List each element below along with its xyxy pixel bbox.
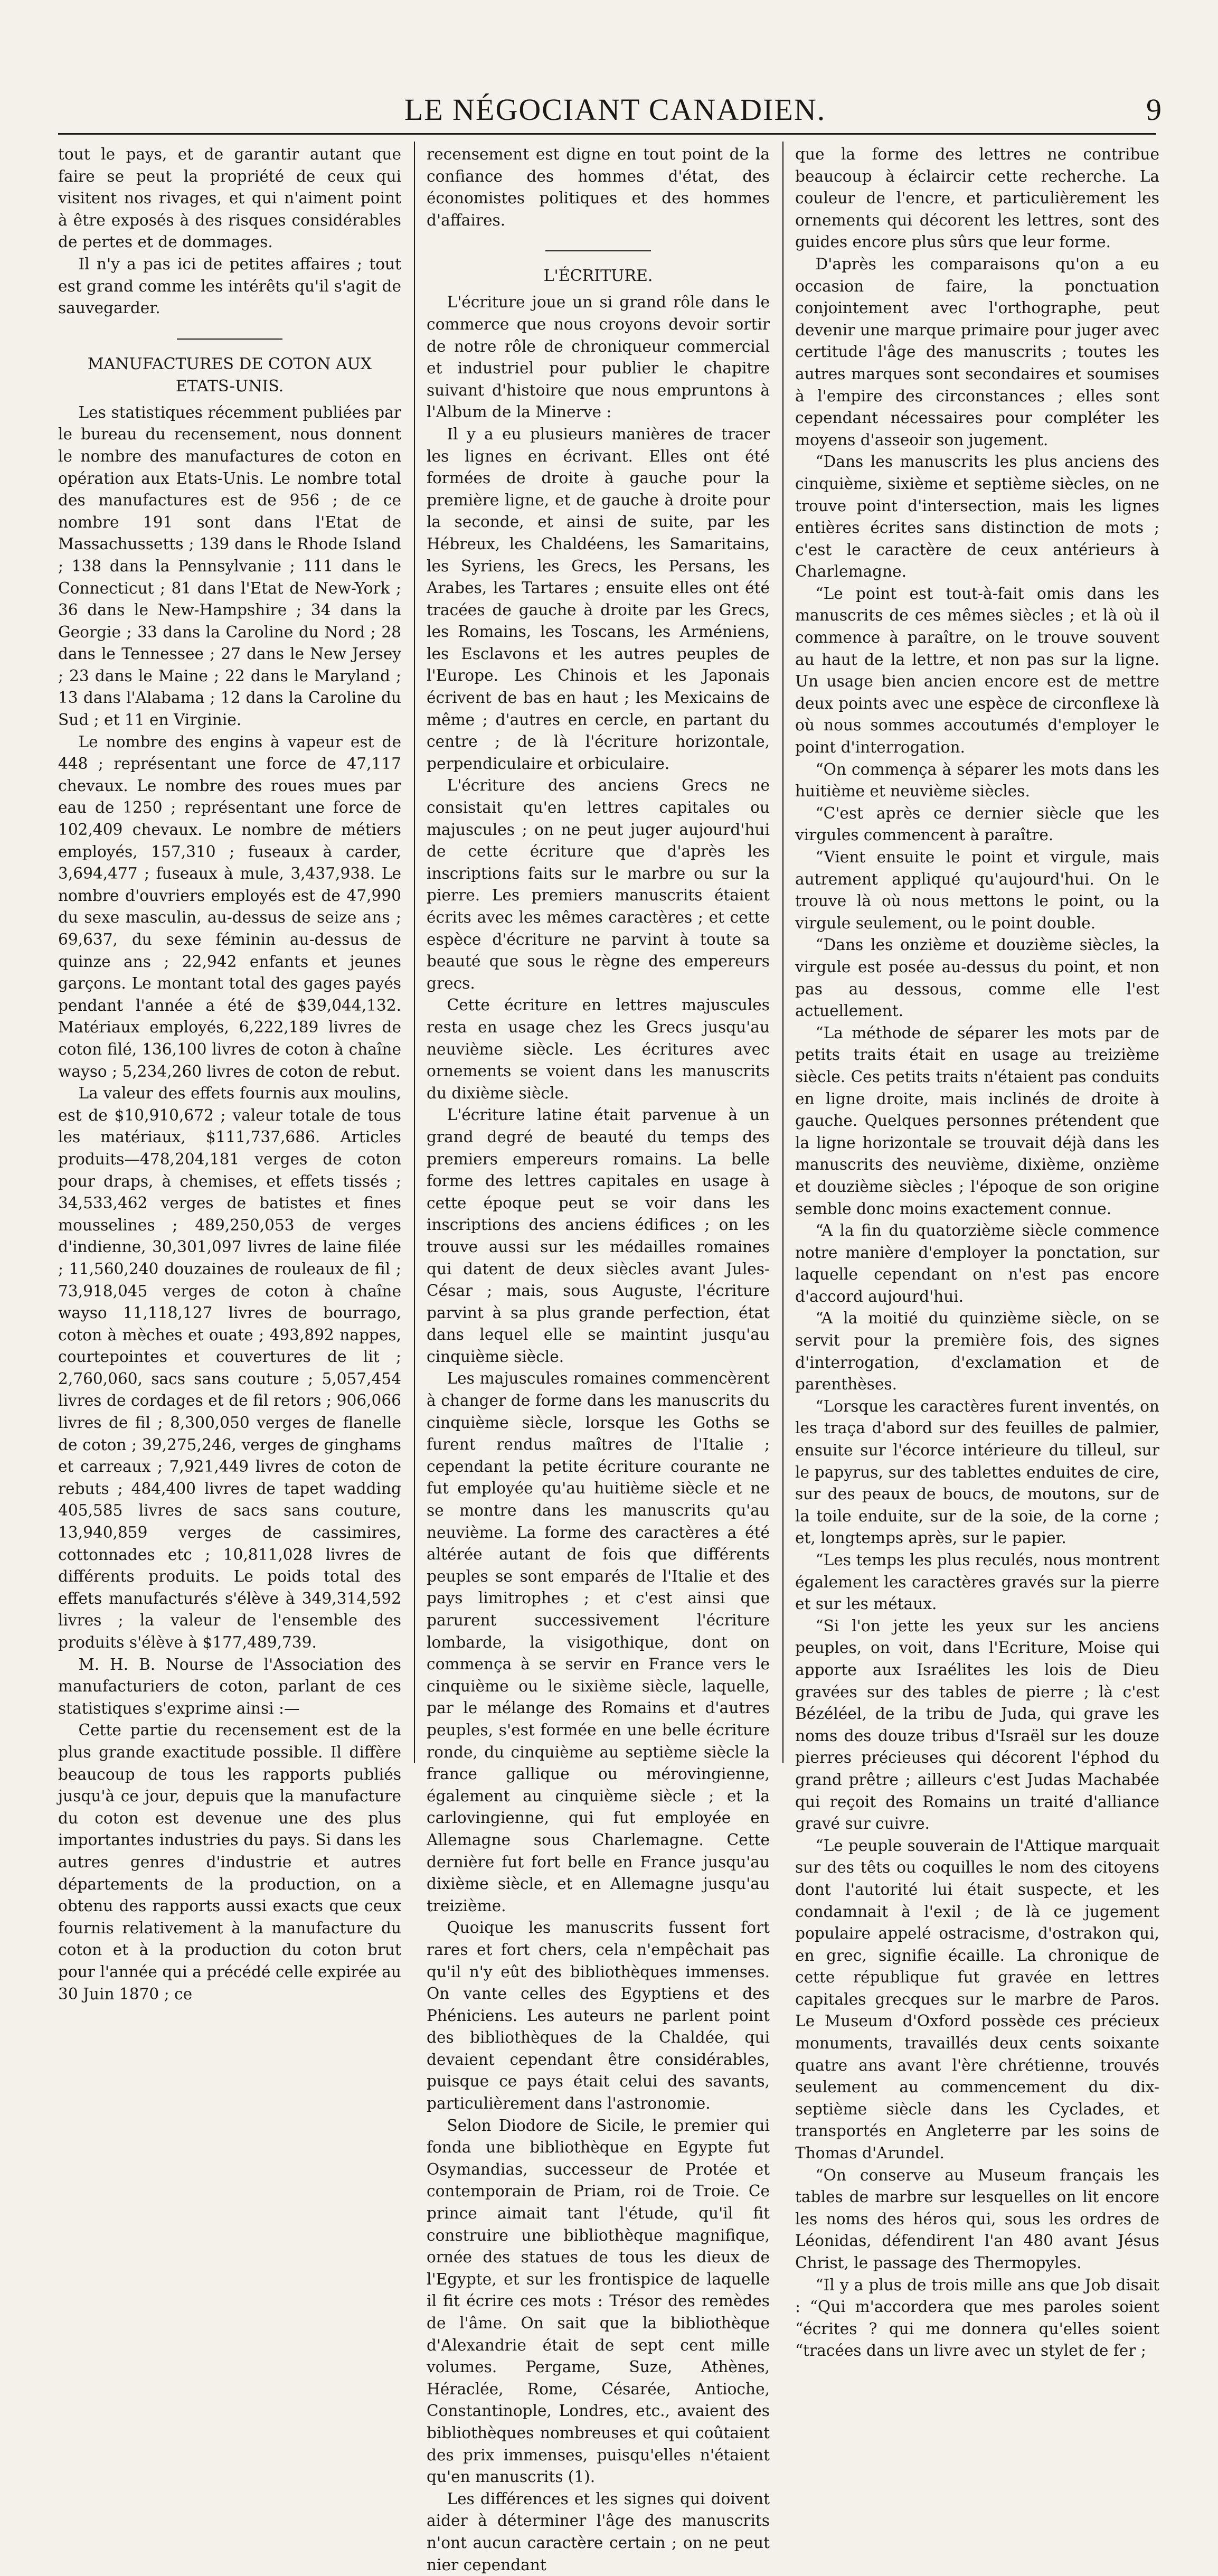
paragraph: “La méthode de séparer les mots par de petits traits était en usage au treizième siècle. Ces petits traits n'étaient pas conduits en ligne droite, mais inclinés de droite à gauche. Quelques personnes prétendent que la ligne horizontale se trouvait déjà dans les manuscrits des neuvième, dixième, onzième et douzième siècles ; l'époque de son origine semble donc moins exactement connue. (795, 1023, 1159, 1218)
header-rule (58, 133, 1156, 135)
column-1 (58, 144, 401, 2003)
paragraph: “On conserve au Museum français les tables de marbre sur lesquelles on lit encore les noms des héros qui, sous les ordres de Léonidas, défendirent l'an 480 avant Jésus Christ, le passage des Thermopyles. (795, 2166, 1159, 2272)
paragraph: “Le peuple souverain de l'Attique marquait sur des têts ou coquilles le nom des citoyens dont l'autorité lui était suspecte, et les condamnait à l'exil ; de là ce jugement populaire appelé ostracisme, d'ostrakon qui, en grec, signifie écaille. La chronique de cette république fut gravée en lettres capitales grecques sur le marbre de Paros. Le Museum d'Oxford possède ces précieux monuments, travaillés deux cents soixante quatre ans avant l'ère chrétienne, trouvés seulement au commencement du dix-septième siècle dans les Cyclades, et transportés en Angleterre par les soins de Thomas d'Arundel. (795, 1836, 1159, 2163)
paragraph: Il n'y a pas ici de petites affaires ; tout est grand comme les intérêts qu'il s'agit de sauvegarder. (58, 255, 401, 317)
paragraph: “Dans les manuscrits les plus anciens des cinquième, sixième et septième siècles, on ne trouve point d'intersection, mais les lignes entières écrites sans distinction de mots ; c'est le caractère de ceux antérieurs à Charlemagne. (795, 453, 1159, 581)
paragraph: que la forme des lettres ne contribue beaucoup à éclaircir cette recherche. La couleur de l'encre, et particulièrement les ornements qui décorent les lettres, sont des guides encore plus sûrs que leur forme. (795, 145, 1159, 251)
paragraph: “Dans les onzième et douzième siècles, la virgule est posée au-dessus du point, et non pas au dessous, comme elle l'est actuellement. (795, 936, 1159, 1020)
paragraph: “On commença à séparer les mots dans les huitième et neuvième siècles. (795, 760, 1159, 801)
paragraph: M. H. B. Nourse de l'Association des manufacturiers de coton, parlant de ces statistiques s'exprime ainsi :— (58, 1655, 401, 1717)
paragraph: recensement est digne en tout point de la confiance des hommes d'état, des économistes politiques et des hommes d'affaires. (427, 145, 770, 229)
paragraph: Quoique les manuscrits fussent fort rares et fort chers, cela n'empêchait pas qu'il n'y eût des bibliothèques immenses. On vante celles des Egyptiens et des Phéniciens. Les auteurs ne parlent point des bibliothèques de la Chaldée, qui devaient cependant être considérables, puisque ce pays était celui des savants, particulièrement dans l'astronomie. (427, 1919, 770, 2113)
paragraph: Cette écriture en lettres majuscules resta en usage chez les Grecs jusqu'au neuvième siècle. Les écritures avec ornements se voient dans les manuscrits du dixième siècle. (427, 996, 770, 1102)
paragraph: Les différences et les signes qui doivent aider à déterminer l'âge des manuscrits n'ont aucun caractère certain ; on ne peut nier cependant (427, 2489, 770, 2574)
paragraph: “Lorsque les caractères furent inventés, on les traça d'abord sur des feuilles de palmier, ensuite sur l'écorce intérieure du tilleul, sur le papyrus, sur des tablettes enduites de cire, sur des peaux de boucs, de moutons, sur de la toile enduite, sur de la soie, de la corne ; et, longtemps après, sur le papier. (795, 1397, 1159, 1547)
section-divider (58, 334, 401, 340)
paragraph: D'après les comparaisons qu'on a eu occasion de faire, la ponctuation conjointement avec l'orthographe, peut devenir une marque primaire pour juger avec certitude l'âge des manuscrits ; toutes les autres marques sont secondaires et soumises à l'empire des circonstances ; elles sont cependant nécessaires pour compléter les moyens d'asseoir son jugement. (795, 255, 1159, 449)
section-divider (427, 246, 770, 251)
paragraph: “Les temps les plus reculés, nous montrent également les caractères gravés sur la pierre et sur les métaux. (795, 1551, 1159, 1613)
paragraph: L'écriture latine était parvenue à un grand degré de beauté du temps des premiers empereurs romains. La belle forme des lettres capitales en usage à cette époque peut se voir dans les inscriptions des anciens édifices ; on les trouve aussi sur les médailles romaines qui datent de deux siècles avant Jules-César ; mais, sous Auguste, l'écriture parvint à sa plus grande perfection, état dans lequel elle se maintint jusqu'au cinquième siècle. (427, 1106, 770, 1366)
paragraph: Selon Diodore de Sicile, le premier qui fonda une bibliothèque en Egypte fut Osymandias, successeur de Protée et contemporain de Priam, roi de Troie. Ce prince aimait tant l'étude, qu'il fit construire une bibliothèque magnifique, ornée des statues de tous les dieux de l'Egypte, et sur les frontispice de laquelle il fit écrire ces mots : Trésor des remèdes de l'âme. On sait que la bibliothèque d'Alexandrie était de sept cent mille volumes. Pergame, Suze, Athènes, Héraclée, Rome, Césarée, Antioche, Constantinople, Londres, etc., avaient des bibliothèques nombreuses et qui coûtaient des prix immenses, puisqu'elles n'étaient qu'en manuscrits (1). (427, 2116, 770, 2486)
paragraph: La valeur des effets fournis aux moulins, est de $10,910,672 ; valeur totale de tous les matériaux, $111,737,686. Articles produits—478,204,181 verges de coton pour draps, à chemises, et effets tissés ; 34,533,462 verges de batistes et fines mousselines ; 489,250,053 de verges d'indienne, 30,301,097 livres de laine filée ; 11,560,240 douzaines de rouleaux de fil ; 73,918,045 verges de coton à chaîne wayso 11,118,127 livres de bourrago, coton à mèches et ouate ; 493,892 nappes, courtepointes et couvertures de lit ; 2,760,060, sacs sans couture ; 5,057,454 livres de cordages et de fil retors ; 906,066 livres de fil ; 8,300,050 verges de flanelle de coton ; 39,275,246, verges de ginghams et carreaux ; 7,921,449 livres de coton de rebuts ; 484,400 livres de tapet wadding 405,585 livres de sacs sans couture, 13,940,859 verges de cassimires, cottonnades etc ; 10,811,028 livres de différents produits. Le poids total des effets manufacturés s'élève à 349,314,592 livres ; la valeur de l'ensemble des produits s'élève à $177,489,739. (58, 1084, 401, 1651)
paragraph: Le nombre des engins à vapeur est de 448 ; représentant une force de 47,117 chevaux. Le nombre des roues mues par eau de 1250 ; représentant une force de 102,409 chevaux. Le nombre de métiers employés, 157,310 ; fuseaux à carder, 3,694,477 ; fuseaux à mule, 3,437,938. Le nombre d'ouvriers employés est de 47,990 du sexe masculin, au-dessus de seize ans ; 69,637, du sexe féminin au-dessus de quinze ans ; 22,942 enfants et jeunes garçons. Le montant total des gages payés pendant l'année a été de $39,044,132. Matériaux employés, 6,222,189 livres de coton filé, 136,100 livres de coton à chaîne wayso ; 5,234,260 livres de coton de rebut. (58, 732, 401, 1080)
column-2 (427, 144, 770, 2574)
column-divider (414, 142, 415, 1763)
article-heading: MANUFACTURES DE COTON AUX ETATS-UNIS. (87, 354, 372, 396)
paragraph: “Il y a plus de trois mille ans que Job disait : “Qui m'accordera que mes paroles soient “écrites ? qui me donnera qu'elles soient “tracées dans un livre avec un stylet de fer ; (795, 2276, 1159, 2360)
paragraph: Les statistiques récemment publiées par le bureau du recensement, nous donnent le nombre des manufactures de coton en opération aux Etats-Unis. Le nombre total des manufactures est de 956 ; de ce nombre 191 sont dans l'Etat de Massachussetts ; 139 dans le Rhode Island ; 138 dans la Pennsylvanie ; 111 dans le Connecticut ; 81 dans l'Etat de New-York ; 36 dans le New-Hampshire ; 34 dans la Georgie ; 33 dans la Caroline du Nord ; 28 dans le Tennessee ; 27 dans le New Jersey ; 23 dans le Maine ; 22 dans le Maryland ; 13 dans l'Alabama ; 12 dans la Caroline du Sud ; et 11 en Virginie. (58, 403, 401, 729)
paragraph: “Le point est tout-à-fait omis dans les manuscrits de ces mêmes siècles ; et là où il commence à paraître, on le trouve souvent au haut de la lettre, et non pas sur la ligne. Un usage bien ancien encore est de mettre deux points avec une espèce de circonflexe là où nous sommes accoutumés d'employer le point d'interrogation. (795, 584, 1159, 757)
paragraph: Les majuscules romaines commencèrent à changer de forme dans les manuscrits du cinquième siècle, lorsque les Goths se furent rendus maîtres de l'Italie ; cependant la petite écriture courante ne fut employée qu'au huitième siècle et ne se montre dans les manuscrits qu'au neuvième. La forme des caractères a été altérée autant de fois que différents peuples se sont emparés de l'Italie et des pays limitrophes ; et c'est ainsi que parurent successivement l'écriture lombarde, la visigothique, dont on commença à se servir en France vers le cinquième ou le sixième siècle, laquelle, par le mélange des Romains et d'autres peuples, s'est formée en une belle écriture ronde, du cinquième au septième siècle la france gallique ou mérovingienne, également au cinquième siècle ; et la carlovingienne, qui fut employée en Allemagne sous Charlemagne. Cette dernière fut fort belle en France jusqu'au dixième siècle, et en Allemagne jusqu'au treizième. (427, 1369, 770, 1915)
paragraph: “A la fin du quatorzième siècle commence notre manière d'employer la ponctation, sur laquelle cependant on n'est pas encore d'accord aujourd'hui. (795, 1221, 1159, 1305)
paragraph: “A la moitié du quinzième siècle, on se servit pour la première fois, des signes d'interrogation, d'exclamation et de parenthèses. (795, 1309, 1159, 1394)
paragraph: “Si l'on jette les yeux sur les anciens peuples, on voit, dans l'Ecriture, Moise qui apporte aux Israélites les lois de Dieu gravées sur des tables de pierre ; là c'est Bézéléel, de la tribu de Juda, qui grave les noms des douze tribus d'Israël sur les douze pierres précieuses qui décorent l'éphod du grand prêtre ; ailleurs c'est Judas Machabée qui reçoit des Romains un traité d'alliance gravé sur cuivre. (795, 1616, 1159, 1833)
paragraph: “C'est après ce dernier siècle que les virgules commencent à paraître. (795, 804, 1159, 844)
article-heading: L'ÉCRITURE. (543, 267, 653, 286)
paragraph: Il y a eu plusieurs manières de tracer les lignes en écrivant. Elles ont été formées de droite à gauche pour la première ligne, et de gauche à droite pour la seconde, et ainsi de suite, par les Hébreux, les Chaldéens, les Samaritains, les Syriens, les Grecs, les Persans, les Arabes, les Tartares ; ensuite elles ont été tracées de gauche à droite par les Grecs, les Romains, les Toscans, les Arméniens, les Esclavons et les autres peuples de l'Europe. Les Chinois et les Japonais écrivent de bas en haut ; les Mexicains de même ; d'autres en cercle, en partant du centre ; de là l'écriture horizontale, perpendiculaire et orbiculaire. (427, 425, 770, 773)
paragraph: L'écriture joue un si grand rôle dans le commerce que nous croyons devoir sortir de notre rôle de chroniqueur commercial et industriel pour publier le chapitre suivant d'histoire que nous empruntons à l'Album de la Minerve : (427, 293, 770, 421)
column-divider (782, 142, 783, 1763)
paragraph: L'écriture des anciens Grecs ne consistait qu'en lettres capitales ou majuscules ; on ne peut juger aujourd'hui de cette écriture que d'après les inscriptions faits sur le marbre ou sur la pierre. Les premiers manuscrits étaient écrits avec les mêmes caractères ; et cette espèce d'écriture ne parvint à toute sa beauté que sous le règne des empereurs grecs. (427, 776, 770, 992)
page-number: 9 (1146, 92, 1162, 127)
page-header (58, 79, 1172, 127)
column-3 (795, 144, 1159, 2360)
paragraph: Cette partie du recensement est de la plus grande exactitude possible. Il diffère beaucoup de tous les rapports publiés jusqu'à ce jour, depuis que la manufacture du coton est devenue une des plus importantes industries du pays. Si dans les autres genres d'industrie et autres départements de la production, on a obtenu des rapports aussi exacts que ceux fournis relativement à la manufacture du coton et à la production du coton brut pour l'année qui a précédé celle expirée au 30 Juin 1870 ; ce (58, 1721, 401, 2003)
newspaper-title: LE NÉGOCIANT CANADIEN. (404, 92, 826, 127)
paragraph: tout le pays, et de garantir autant que faire se peut la propriété de ceux qui visitent nos rivages, et qui n'aiment point à être exposés à des risques considérables de pertes et de dommages. (58, 145, 401, 251)
paragraph: “Vient ensuite le point et virgule, mais autrement appliqué qu'aujourd'hui. On le trouve là où nous mettons le point, ou la virgule seulement, ou le point double. (795, 848, 1159, 932)
